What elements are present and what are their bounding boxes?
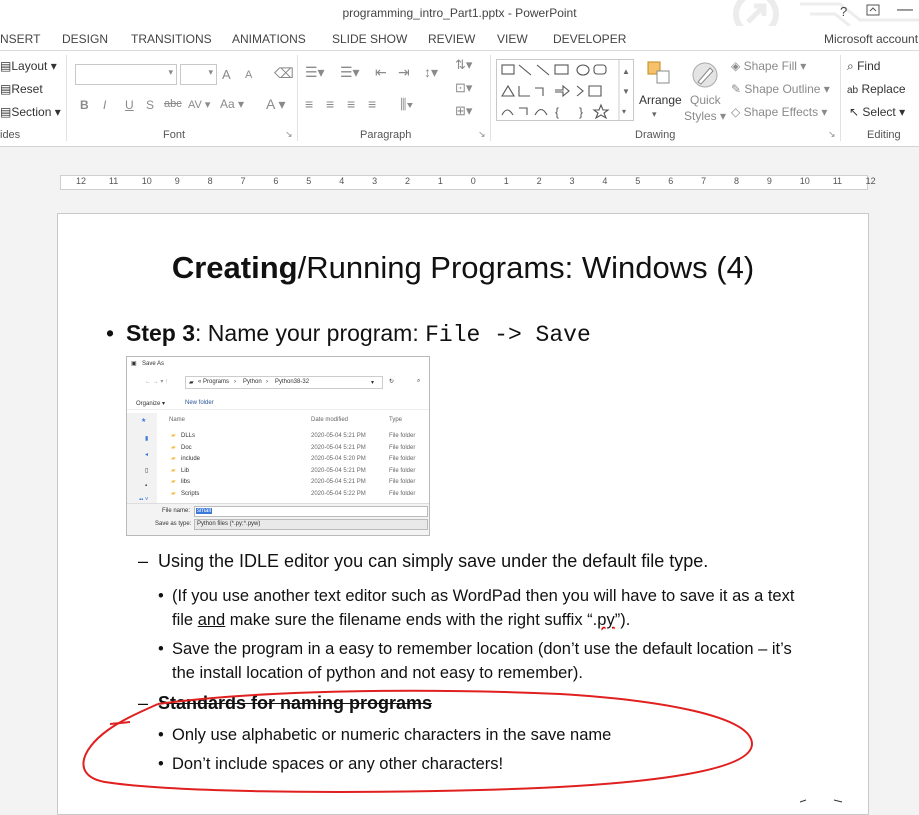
- bullet-location[interactable]: • Save the program in a easy to remember location (don’t use the default location – it’s the install location of python and not easy to remember).: [172, 637, 812, 685]
- tab-developer[interactable]: DEVELOPER: [553, 32, 627, 46]
- paragraph-dialog-launcher-icon[interactable]: ↘: [478, 129, 486, 139]
- file-row: ▰ Doc 2020-05-04 5:21 PM File folder: [171, 444, 416, 451]
- effects-icon: ◇: [731, 105, 741, 119]
- strikethrough-button[interactable]: abc: [164, 98, 182, 110]
- ruler-mark: 11: [832, 176, 843, 186]
- ruler-mark: 1: [503, 176, 509, 186]
- cursor-fragment: [800, 800, 842, 802]
- align-text-icon[interactable]: ⊡▾: [455, 80, 473, 95]
- quick-styles-button-bottom[interactable]: Styles ▾: [684, 109, 727, 123]
- tab-insert[interactable]: NSERT: [0, 32, 41, 46]
- ruler-mark: 10: [799, 176, 810, 186]
- subpoint-idle[interactable]: – Using the IDLE editor you can simply save under the default file type.: [138, 551, 709, 571]
- file-row: ▰ DLLs 2020-05-04 5:21 PM File folder: [171, 433, 416, 439]
- star-icon: ★: [141, 418, 147, 424]
- align-left-icon[interactable]: ≡: [305, 96, 314, 112]
- group-label-paragraph: Paragraph: [360, 129, 412, 141]
- address-bar: ← → ▾ ↑ ▰ « Programs › Python › Python38-32 ▾ ↻ ⌕: [127, 375, 429, 389]
- tab-slide-show[interactable]: SLIDE SHOW: [332, 32, 408, 46]
- file-row: ▰ Lib 2020-05-04 5:21 PM File folder: [171, 467, 416, 474]
- bullet-dot: •: [106, 320, 115, 346]
- binoculars-icon: ⌕: [847, 59, 854, 73]
- find-button[interactable]: ⌕ Find: [847, 59, 881, 73]
- ruler-mark: 8: [207, 176, 213, 186]
- section-button[interactable]: ▤Section ▾: [0, 105, 61, 119]
- account-link[interactable]: Microsoft account: [824, 32, 919, 46]
- select-button[interactable]: ↖ Select ▾: [849, 105, 906, 119]
- numbering-icon[interactable]: ☰▾: [340, 64, 360, 80]
- dialog-titlebar: ▣ Save As: [127, 357, 429, 371]
- columns-icon[interactable]: ⫼▾: [400, 96, 414, 112]
- cursor-icon: ↖: [849, 105, 860, 119]
- refresh-icon: ↻: [389, 379, 395, 385]
- svg-text:}: }: [579, 105, 584, 119]
- ruler-mark: 0: [470, 176, 476, 186]
- folder-icon: ▰: [171, 490, 176, 497]
- bullet-alphanumeric[interactable]: • Only use alphabetic or numeric characters in the save name: [172, 723, 812, 747]
- change-case-button[interactable]: Aa ▾: [220, 97, 245, 111]
- ruler-mark: 12: [76, 176, 87, 186]
- font-size-box[interactable]: ▾: [180, 64, 217, 85]
- filetype-select: Python files (*.py;*.pyw): [194, 519, 428, 530]
- ruler-mark: 2: [405, 176, 411, 186]
- search-icon: ⌕: [417, 378, 421, 384]
- svg-text:▾: ▾: [622, 107, 627, 116]
- help-icon[interactable]: ?: [840, 4, 848, 19]
- file-row: ▰ libs 2020-05-04 5:21 PM File folder: [171, 479, 416, 485]
- ruler-mark: 12: [865, 176, 876, 186]
- file-row: ▰ Scripts 2020-05-04 5:22 PM File folder: [171, 490, 416, 497]
- bullets-icon[interactable]: ☰▾: [305, 64, 325, 80]
- ruler-mark: 9: [174, 176, 180, 186]
- filename-input: small: [194, 506, 428, 517]
- nav-pane: ★ ▮ ◂ ▯ ▪ ▪▪ ˅: [127, 413, 157, 505]
- pen-icon: ✎: [731, 82, 742, 96]
- folder-icon: ▰: [189, 380, 194, 386]
- arrange-dropdown-icon[interactable]: ▾: [652, 109, 657, 119]
- tab-transitions[interactable]: TRANSITIONS: [131, 32, 212, 46]
- justify-icon[interactable]: ≡: [368, 96, 377, 112]
- drawing-dialog-launcher-icon[interactable]: ↘: [828, 129, 836, 139]
- shadow-button[interactable]: S: [146, 98, 155, 112]
- tab-design[interactable]: DESIGN: [62, 32, 109, 46]
- bullet-dot: •: [158, 587, 164, 605]
- shape-effects-button[interactable]: ◇ Shape Effects ▾: [731, 105, 828, 119]
- arrange-button[interactable]: Arrange: [639, 93, 682, 107]
- clear-format-icon[interactable]: ⌫: [274, 65, 294, 81]
- ruler-mark: 4: [602, 176, 608, 186]
- section-icon: ▤: [0, 105, 12, 119]
- text-direction-icon[interactable]: ⇅▾: [455, 57, 473, 72]
- group-label-drawing: Drawing: [635, 129, 676, 141]
- layout-icon: ▤: [0, 59, 12, 73]
- svg-text:{: {: [555, 105, 560, 119]
- save-icon: ▣: [131, 361, 137, 367]
- svg-text:▲: ▲: [622, 67, 630, 76]
- line-spacing-icon[interactable]: ↕▾: [424, 64, 439, 80]
- group-label-slides: ides: [0, 129, 21, 141]
- ruler-mark: 3: [372, 176, 378, 186]
- tab-review[interactable]: REVIEW: [428, 32, 476, 46]
- folder-icon: ▰: [171, 456, 176, 462]
- bullet-dot: •: [158, 726, 164, 744]
- tab-animations[interactable]: ANIMATIONS: [232, 32, 306, 46]
- reset-button[interactable]: ▤Reset: [0, 82, 43, 96]
- bold-button[interactable]: B: [80, 98, 89, 112]
- shrink-font-button[interactable]: A: [245, 69, 253, 81]
- font-dialog-launcher-icon[interactable]: ↘: [285, 129, 293, 139]
- font-name-box[interactable]: ▾: [75, 64, 177, 85]
- bullet-step3[interactable]: • Step 3: Name your program: File -> Save: [106, 320, 591, 348]
- ruler-mark: 6: [668, 176, 674, 186]
- align-right-icon[interactable]: ≡: [347, 96, 356, 112]
- ruler-mark: 11: [108, 176, 119, 186]
- increase-indent-icon[interactable]: ⇥: [398, 64, 410, 80]
- dialog-footer: File name: small Save as type: Python files (*.py;*.pyw): [127, 503, 429, 536]
- ruler-mark: 9: [766, 176, 772, 186]
- minimize-icon[interactable]: —: [897, 1, 913, 18]
- ruler-mark: 1: [437, 176, 443, 186]
- folder-icon: ▰: [171, 444, 176, 451]
- paint-bucket-icon: ◈: [731, 59, 741, 73]
- ruler-mark: 2: [536, 176, 542, 186]
- replace-icon: ab: [847, 85, 859, 96]
- ruler-mark: 5: [635, 176, 641, 186]
- decrease-indent-icon[interactable]: ⇤: [375, 64, 387, 80]
- file-row: ▰ include 2020-05-04 5:20 PM File folder: [171, 456, 416, 462]
- replace-button[interactable]: ab Replace: [847, 82, 906, 96]
- folder-icon: ▰: [171, 479, 176, 485]
- bullet-dot: •: [158, 755, 164, 773]
- ruler-mark: 4: [339, 176, 345, 186]
- bullet-no-spaces[interactable]: • Don’t include spaces or any other characters!: [172, 752, 812, 776]
- reset-icon: ▤: [0, 82, 12, 96]
- group-label-editing: Editing: [867, 129, 901, 141]
- folder-icon: ▰: [171, 467, 176, 474]
- window-title: programming_intro_Part1.pptx - PowerPoint: [342, 6, 577, 20]
- italic-button[interactable]: I: [103, 98, 107, 112]
- layout-button[interactable]: ▤Layout ▾: [0, 59, 57, 73]
- shape-outline-button[interactable]: ✎ Shape Outline ▾: [731, 82, 830, 96]
- ruler-mark: 8: [734, 176, 740, 186]
- quick-styles-button-top[interactable]: Quick: [690, 93, 721, 107]
- font-color-button[interactable]: A ▾: [266, 96, 286, 112]
- dialog-toolbar: Organize ▾ New folder: [127, 395, 429, 410]
- save-as-screenshot[interactable]: ▣ Save As ← → ▾ ↑ ▰ « Programs › Python › Python38-32 ▾ ↻ ⌕ Organize ▾ New folder ★ ▮ ◂ ▯ ▪ ▪▪ ˅ Name Date modified Type ▰ DLLs 2020-05-04 5:21 PM File folder ▰ Doc 2020-05-04 5:21 PM File folder ▰ include 2020-05-04 5:20 PM File folder ▰ Lib 2020-05-04 5:21 PM File folder ▰ libs 2020-05-04 5:21 PM File folder ▰ Scripts 2020-05-04 5:22 PM File folder File name: small Save as type: Python files (*.py;*.pyw): [126, 356, 430, 536]
- svg-text:▼: ▼: [622, 87, 630, 96]
- bullet-wordpad[interactable]: • (If you use another text editor such as WordPad then you will have to save it as a text file and make sure the filename ends with the right suffix “.py”).: [172, 584, 812, 632]
- char-spacing-button[interactable]: AV ▾: [188, 99, 211, 111]
- ruler-mark: 7: [701, 176, 707, 186]
- group-label-font: Font: [163, 129, 186, 141]
- grow-font-button[interactable]: A: [222, 67, 231, 82]
- align-center-icon[interactable]: ≡: [326, 96, 335, 112]
- ruler-mark: 10: [141, 176, 152, 186]
- shape-fill-button[interactable]: ◈ Shape Fill ▾: [731, 59, 807, 73]
- subpoint-standards[interactable]: – Standards for naming programs: [138, 693, 433, 713]
- folder-icon: ▰: [171, 433, 176, 439]
- smartart-icon[interactable]: ⊞▾: [455, 103, 473, 118]
- tab-view[interactable]: VIEW: [497, 32, 528, 46]
- slide-title[interactable]: Creating/Running Programs: Windows (4): [171, 250, 755, 285]
- ruler-mark: 5: [306, 176, 312, 186]
- ruler-mark: 3: [569, 176, 575, 186]
- ruler-mark: 6: [273, 176, 279, 186]
- ruler-mark: 7: [240, 176, 246, 186]
- tick-stroke: [110, 722, 130, 724]
- bullet-dot: •: [158, 640, 164, 658]
- underline-button[interactable]: U: [125, 98, 134, 112]
- circle-stroke: [83, 691, 752, 792]
